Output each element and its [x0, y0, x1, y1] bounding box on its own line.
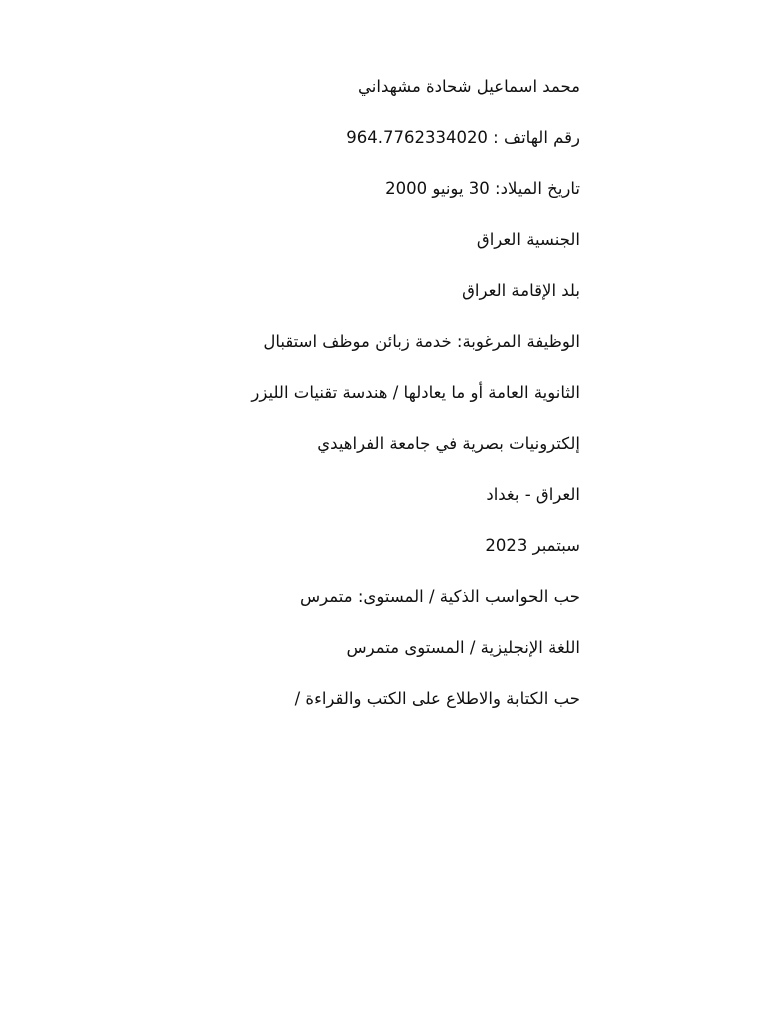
location-line: العراق - بغداد: [486, 485, 580, 504]
skill-computers-line: حب الحواسب الذكية / المستوى: متمرس: [300, 587, 580, 606]
date-line: سبتمبر 2023: [485, 536, 580, 555]
skill-english-line: اللغة الإنجليزية / المستوى متمرس: [346, 638, 580, 657]
phone-line: رقم الهاتف : 964.7762334020: [346, 128, 580, 147]
birth-date-line: تاريخ الميلاد: 30 يونيو 2000: [385, 179, 580, 198]
residence-line: بلد الإقامة العراق: [462, 281, 580, 300]
nationality-line: الجنسية العراق: [476, 230, 580, 249]
phone-label: رقم الهاتف: [504, 128, 580, 147]
hobbies-line: حب الكتابة والاطلاع على الكتب والقراءة /: [294, 689, 580, 708]
name-line: محمد اسماعيل شحادة مشهداني: [358, 77, 580, 96]
university-line: إلكترونيات بصرية في جامعة الفراهيدي: [317, 434, 580, 453]
education-line: الثانوية العامة أو ما يعادلها / هندسة تقنيات الليزر: [251, 383, 580, 402]
cv-lines: [200, 72, 580, 735]
phone-number: 964.7762334020: [346, 128, 488, 147]
desired-job-line: الوظيفة المرغوبة: خدمة زبائن موظف استقبال: [263, 332, 580, 351]
